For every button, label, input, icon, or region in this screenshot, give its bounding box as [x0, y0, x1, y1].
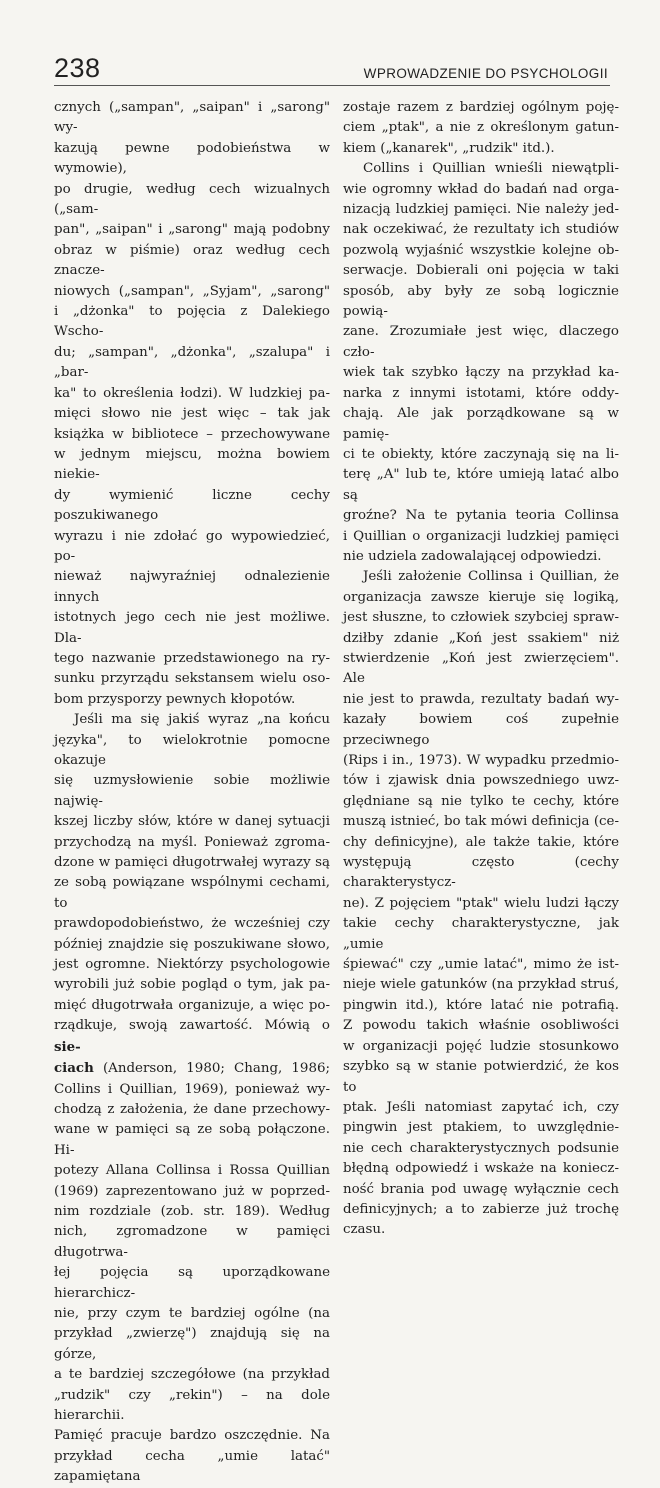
text-line: zane. Zrozumiałe jest więc, dlaczego czło-: [343, 324, 619, 360]
text-line: „rudzik" czy „rekin") – na dole hierarchii.: [54, 1387, 330, 1423]
text-line: w jednym miejscu, można bowiem niekie-: [54, 446, 330, 483]
text-line: przykład cecha „umie latać" zapamiętana: [54, 1448, 330, 1485]
text-line: nie cech charakterystycznych podsunie: [343, 1140, 619, 1156]
text-line: nie udziela zadowalającej odpowiedzi.: [343, 548, 602, 564]
text-line: nizacją ludzkiej pamięci. Nie należy jed-: [343, 202, 619, 218]
text-line: i Quillian o organizacji ludzkiej pamięci: [343, 528, 619, 544]
text-line: bom przysporzy pewnych kłopotów.: [54, 691, 296, 707]
text-line: śpiewać" czy „umie latać", mimo że ist-: [343, 957, 619, 973]
text-line: muszą istnieć, bo tak mówi definicja (ce-: [343, 814, 619, 830]
text-line: stwierdzenie „Koń jest zwierzęciem". Ale: [343, 650, 619, 687]
text-line: tego nazwanie przedstawionego na ry-: [54, 650, 330, 666]
text-line: jest słuszne, to człowiek szybciej spraw-: [343, 610, 619, 626]
text-line: wyrobili już sobie pogląd o tym, jak pa-: [54, 977, 330, 993]
text-line: Collins i Quillian wnieśli niewątpli-: [363, 161, 619, 177]
text-line: takie cechy charakterystyczne, jak „umie: [343, 916, 619, 952]
text-line: kazały bowiem coś zupełnie przeciwnego: [343, 712, 619, 748]
text-line: nak oczekiwać, że rezultaty ich studiów: [343, 222, 619, 238]
text-line: po drugie, według cech wizualnych („sam-: [54, 181, 330, 218]
bold-term: ciach: [54, 1060, 94, 1077]
header-rule: [54, 85, 610, 86]
text-line: terę „A" lub te, które umieją latać albo są: [343, 467, 619, 503]
text-line: nich, zgromadzone w pamięci długotrwa-: [54, 1224, 330, 1260]
text-line: narka z innymi istotami, które oddy-: [343, 385, 619, 401]
right-paragraph-1: [343, 98, 619, 159]
text-line: Pamięć pracuje bardzo oszczędnie. Na: [54, 1428, 330, 1444]
left-column: [54, 98, 330, 1488]
text-line: błędną odpowiedź i wskaże na koniecz-: [343, 1161, 619, 1177]
text-line: serwacje. Dobierali oni pojęcia w taki: [343, 263, 619, 279]
text-line: szybko są w stanie potwierdzić, że kos to: [343, 1059, 619, 1095]
text-line: (1969) zaprezentowano już w poprzed-: [54, 1183, 330, 1199]
left-paragraph-2: [54, 710, 330, 1487]
text-line: tów i zjawisk dnia powszedniego uwz-: [343, 773, 619, 789]
text-line: chy definicyjne), ale także takie, które: [343, 834, 619, 850]
text-line: organizacja zawsze kieruje się logiką,: [343, 589, 619, 605]
text-line: sunku przyrządu sekstansem wielu oso-: [54, 671, 330, 687]
right-paragraph-2: [343, 159, 619, 567]
text-line: pingwin itd.), które latać nie potrafią.: [343, 997, 619, 1013]
text-line: definicyjnych; a to zabierze już trochę: [343, 1201, 619, 1217]
text-line: wie ogromny wkład do badań nad orga-: [343, 181, 619, 197]
text-line: [54, 1058, 330, 1079]
text-line: ciem „ptak", a nie z określonym gatun-: [343, 120, 619, 136]
text-fragment: rządkuje, swoją zawartość. Mówią o: [54, 1018, 330, 1034]
text-line: mięć długotrwała organizuje, a więc po-: [54, 997, 330, 1013]
text-line: cznych („sampan", „saipan" i „sarong" wy-: [54, 100, 330, 136]
text-line: chodzą z założenia, że dane przechowy-: [54, 1101, 330, 1117]
text-line: prawdopodobieństwo, że wcześniej czy: [54, 916, 330, 932]
text-line: i „dżonka" to pojęcia z Dalekiego Wscho-: [54, 304, 330, 340]
text-line: Jeśli założenie Collinsa i Quillian, że: [363, 569, 619, 585]
text-line: pozwolą wyjaśnić wszystkie kolejne ob-: [343, 242, 619, 258]
text-line: potezy Allana Collinsa i Rossa Quillian: [54, 1163, 330, 1179]
text-line: Collins i Quillian, 1969), ponieważ wy-: [54, 1081, 330, 1097]
text-line: [54, 1016, 330, 1058]
text-line: mięci słowo nie jest więc – tak jak: [54, 406, 330, 422]
right-paragraph-3: [343, 567, 619, 1240]
text-line: ględniane są nie tylko te cechy, które: [343, 793, 619, 809]
text-line: książka w bibliotece – przechowywane: [54, 426, 330, 442]
text-line: ka" to określenia łodzi). W ludzkiej pa-: [54, 385, 330, 401]
page-number: 238: [54, 53, 101, 83]
text-line: wane w pamięci są ze sobą połączone. Hi-: [54, 1122, 330, 1158]
text-line: niowych („sampan", „Syjam", „sarong": [54, 283, 330, 299]
text-line: Jeśli ma się jakiś wyraz „na końcu: [74, 712, 330, 728]
text-line: nieważ najwyraźniej odnalezienie innych: [54, 569, 330, 605]
text-line: nieje wiele gatunków (na przykład struś,: [343, 977, 619, 993]
text-line: ze sobą powiązane wspólnymi cechami, to: [54, 875, 330, 911]
left-paragraph-1: [54, 98, 330, 710]
text-line: się uzmysłowienie sobie możliwie najwię-: [54, 773, 330, 809]
text-line: kszej liczby słów, które w danej sytuacji: [54, 814, 330, 830]
text-line: języka", to wielokrotnie pomocne okazuje: [54, 732, 330, 768]
text-line: jest ogromne. Niektórzy psychologowie: [54, 957, 330, 973]
text-line: du; „sampan", „dżonka", „szalupa" i „bar-: [54, 344, 330, 381]
text-line: dy wymienić liczne cechy poszukiwanego: [54, 487, 330, 524]
text-line: wiek tak szybko łączy na przykład ka-: [343, 365, 619, 381]
text-line: zostaje razem z bardziej ogólnym poję-: [343, 100, 619, 115]
text-line: czasu.: [343, 1222, 386, 1238]
text-line: chają. Ale jak porządkowane są w pamię-: [343, 406, 619, 442]
text-line: a te bardziej szczegółowe (na przykład: [54, 1367, 330, 1383]
text-line: nie, przy czym te bardziej ogólne (na: [54, 1305, 330, 1321]
text-line: ne). Z pojęciem "ptak" wielu ludzi łączy: [343, 895, 619, 911]
text-line: kiem („kanarek", „rudzik" itd.).: [343, 140, 555, 156]
text-line: ność brania pod uwagę wyłącznie cech: [343, 1181, 619, 1197]
text-line: dziłby zdanie „Koń jest ssakiem" niż: [343, 630, 619, 646]
text-line: pingwin jest ptakiem, to uwzględnie-: [343, 1120, 619, 1136]
right-column: [343, 98, 619, 1241]
text-line: przychodzą na myśl. Ponieważ zgroma-: [54, 834, 330, 850]
text-line: Z powodu takich właśnie osobliwości: [343, 1018, 619, 1034]
text-line: pan", „saipan" i „sarong" mają podobny: [54, 222, 330, 238]
text-line: groźne? Na te pytania teoria Collinsa: [343, 508, 619, 524]
text-line: wyrazu i nie zdołać go wypowiedzieć, po-: [54, 528, 330, 564]
text-line: dzone w pamięci długotrwałej wyrazy są: [54, 855, 330, 871]
text-line: (Rips i in., 1973). W wypadku przedmio-: [343, 753, 619, 768]
text-line: nim rozdziale (zob. str. 189). Według: [54, 1203, 330, 1219]
text-line: w organizacji pojęć ludzie stosunkowo: [343, 1038, 619, 1054]
text-line: przykład „zwierzę") znajdują się na górze,: [54, 1326, 330, 1362]
text-line: ci te obiekty, które zaczynają się na li-: [343, 446, 619, 462]
text-line: nie jest to prawda, rezultaty badań wy-: [343, 691, 619, 707]
text-line: później znajdzie się poszukiwane słowo,: [54, 936, 330, 952]
running-header: WPROWADZENIE DO PSYCHOLOGII: [363, 66, 608, 81]
text-line: kazują pewne podobieństwa w wymowie),: [54, 140, 330, 177]
text-line: sposób, aby były ze sobą logicznie powią-: [343, 283, 619, 320]
bold-term: sie-: [54, 1038, 81, 1055]
text-fragment: (Anderson, 1980; Chang, 1986;: [102, 1061, 330, 1077]
text-line: obraz w piśmie) oraz według cech znacze-: [54, 242, 330, 279]
text-line: łej pojęcia są uporządkowane hierarchicz-: [54, 1265, 330, 1301]
text-line: ptak. Jeśli natomiast zapytać ich, czy: [343, 1099, 619, 1115]
text-line: istotnych jego cech nie jest możliwe. Dla-: [54, 610, 330, 646]
text-line: występują często (cechy charakterystycz-: [343, 855, 619, 891]
